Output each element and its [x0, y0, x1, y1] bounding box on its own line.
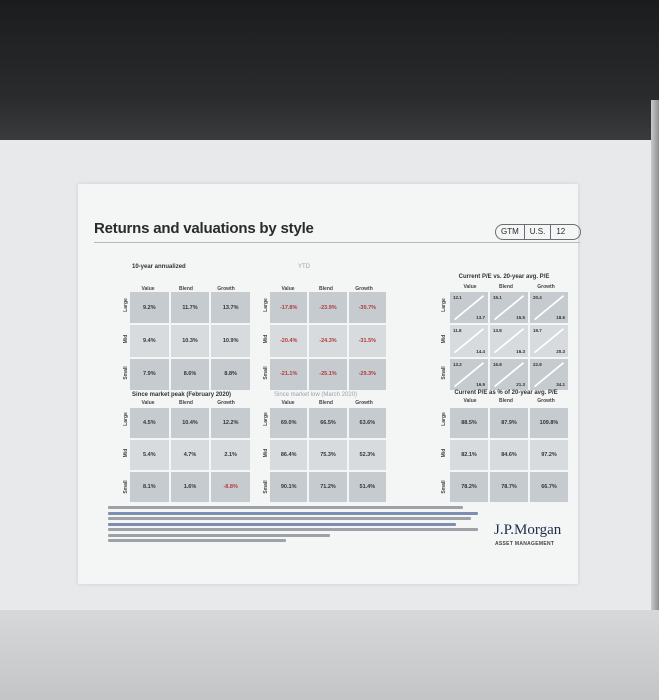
panel-title-pe-pct: Current P/E as % of 20-year avg. P/E	[454, 390, 558, 396]
pe-split-cell	[490, 359, 528, 390]
panel-title-ytd: YTD	[298, 264, 310, 270]
row-label: Large	[263, 298, 269, 312]
row-label: Small	[123, 480, 129, 494]
grid-cell: 109.8%	[530, 408, 568, 438]
grid-cell: 78.2%	[450, 472, 488, 502]
jpmorgan-logo-subtitle: ASSET MANAGEMENT	[495, 541, 555, 547]
pe-current-value: 13.8	[493, 328, 502, 334]
row-label: Small	[441, 366, 447, 380]
pe-split-cell	[450, 325, 488, 356]
grid-cell: 87.9%	[490, 408, 528, 438]
pe-split-cell	[530, 359, 568, 390]
grid-cell: -25.1%	[309, 359, 346, 390]
col-header: Growth	[537, 398, 555, 404]
slide	[78, 184, 578, 584]
photo-desk	[0, 610, 659, 700]
grid-cell: -23.9%	[309, 292, 346, 323]
grid-cell: -20.4%	[270, 325, 307, 356]
pe-average-value: 16.3	[516, 348, 525, 354]
pe-average-value: 16.9	[476, 382, 485, 387]
source-footnote-lines	[108, 506, 478, 546]
row-label: Small	[263, 480, 269, 494]
grid-cell: 4.7%	[171, 440, 210, 470]
col-header: Blend	[319, 400, 333, 406]
pe-average-value: 34.1	[556, 382, 565, 387]
pe-current-value: 12.1	[453, 295, 462, 300]
slide-title: Returns and valuations by style	[94, 220, 314, 237]
grid-cell: 1.6%	[171, 472, 210, 502]
grid-cell: -17.8%	[270, 292, 307, 323]
pe-average-value: 14.4	[476, 348, 485, 354]
grid-cell: 2.1%	[211, 440, 250, 470]
pe-split-cell	[530, 292, 568, 323]
grid-cell: 12.2%	[211, 408, 250, 438]
col-header: Blend	[499, 398, 513, 404]
grid-cell: 78.7%	[490, 472, 528, 502]
col-header: Value	[141, 400, 155, 406]
grid-cell: 66.7%	[530, 472, 568, 502]
jpmorgan-logo: J.P.Morgan	[494, 522, 562, 538]
pe-average-value: 20.3	[556, 348, 565, 354]
grid-cell: 9.2%	[130, 292, 169, 323]
grid-cell: 13.7%	[211, 292, 250, 323]
pe-current-value: 22.8	[533, 361, 542, 367]
grid-cell: 51.4%	[349, 472, 386, 502]
grid-cell: 84.6%	[490, 440, 528, 470]
grid-cell: 8.6%	[171, 359, 210, 390]
pe-split-cell	[530, 325, 568, 356]
grid-cell: -8.8%	[211, 472, 250, 502]
grid-cell: -29.3%	[349, 359, 386, 390]
row-label: Mid	[441, 448, 447, 458]
grid-cell: 5.4%	[130, 440, 169, 470]
col-header: Blend	[499, 284, 513, 290]
pe-average-value: 18.6	[556, 315, 565, 321]
col-header: Blend	[179, 400, 193, 406]
row-label: Mid	[263, 448, 269, 458]
grid-low	[270, 408, 386, 502]
grid-cell: 52.3%	[349, 440, 386, 470]
grid-peak	[130, 408, 250, 502]
panel-title-pe: Current P/E vs. 20-year avg. P/E	[458, 274, 550, 280]
pe-average-value: 21.3	[516, 382, 525, 387]
grid-cell: 9.4%	[130, 325, 169, 356]
pe-split-cell	[490, 325, 528, 356]
grid-cell: 90.1%	[270, 472, 307, 502]
panel-title-peak: Since market peak (February 2020)	[132, 392, 232, 398]
row-label: Mid	[123, 334, 129, 344]
panel-title-10yr: 10-year annualized	[132, 264, 186, 270]
photo-frame-top	[0, 0, 659, 140]
pe-average-value: 15.5	[516, 315, 525, 321]
col-header: Growth	[217, 400, 235, 406]
grid-cell: -31.5%	[349, 325, 386, 356]
col-header: Growth	[355, 400, 373, 406]
grid-cell: 63.6%	[349, 408, 386, 438]
page-number: 12	[556, 227, 566, 236]
grid-cell: 69.0%	[270, 408, 307, 438]
col-header: Blend	[179, 286, 193, 292]
grid-cell: 75.3%	[309, 440, 346, 470]
row-label: Large	[263, 412, 269, 426]
title-rule	[94, 242, 580, 243]
pe-current-value: 11.8	[453, 328, 462, 334]
grid-ytd	[270, 292, 386, 390]
grid-cell: 88.5%	[450, 408, 488, 438]
grid-cell: 86.4%	[270, 440, 307, 470]
grid-pe-pct	[450, 408, 568, 502]
row-label: Small	[441, 480, 447, 494]
grid-cell: 8.8%	[211, 359, 250, 390]
col-header: Value	[281, 286, 295, 292]
grid-cell: 4.5%	[130, 408, 169, 438]
grid-cell: 11.7%	[171, 292, 210, 323]
row-label: Small	[123, 366, 129, 380]
col-header: Value	[141, 286, 155, 292]
col-header: Growth	[537, 284, 555, 290]
pe-average-value: 13.7	[476, 315, 485, 321]
pe-current-value: 19.7	[533, 328, 542, 334]
grid-10yr	[130, 292, 250, 390]
row-label: Large	[441, 298, 447, 312]
grid-cell: 10.4%	[171, 408, 210, 438]
row-label: Large	[441, 412, 447, 426]
col-header: Value	[463, 398, 477, 404]
gtm-badge	[495, 224, 581, 240]
row-label: Large	[123, 298, 129, 312]
gtm-label: GTM	[496, 225, 525, 239]
grid-pe	[450, 292, 568, 390]
grid-cell: -30.7%	[349, 292, 386, 323]
grid-cell: 10.3%	[171, 325, 210, 356]
col-header: Value	[463, 284, 477, 290]
panel-title-low: Since market low (March 2020)	[274, 392, 358, 398]
row-label: Mid	[263, 334, 269, 344]
region-label: U.S.	[525, 225, 552, 239]
grid-cell: 10.9%	[211, 325, 250, 356]
pe-current-value: 15.1	[493, 295, 502, 300]
col-header: Growth	[355, 286, 373, 292]
col-header: Growth	[217, 286, 235, 292]
grid-cell: 97.2%	[530, 440, 568, 470]
grid-cell: 66.5%	[309, 408, 346, 438]
grid-cell: 7.9%	[130, 359, 169, 390]
grid-cell: 71.2%	[309, 472, 346, 502]
col-header: Blend	[319, 286, 333, 292]
grid-cell: 82.1%	[450, 440, 488, 470]
pe-split-cell	[490, 292, 528, 323]
row-label: Mid	[441, 334, 447, 344]
row-label: Mid	[123, 448, 129, 458]
pe-split-cell	[450, 359, 488, 390]
grid-cell: -21.1%	[270, 359, 307, 390]
row-label: Small	[263, 366, 269, 380]
pe-current-value: 16.8	[493, 361, 502, 367]
grid-cell: -24.3%	[309, 325, 346, 356]
row-label: Large	[123, 412, 129, 426]
pe-current-value: 13.2	[453, 361, 462, 367]
pe-split-cell	[450, 292, 488, 323]
pe-current-value: 20.4	[533, 295, 542, 300]
grid-cell: 8.1%	[130, 472, 169, 502]
col-header: Value	[281, 400, 295, 406]
